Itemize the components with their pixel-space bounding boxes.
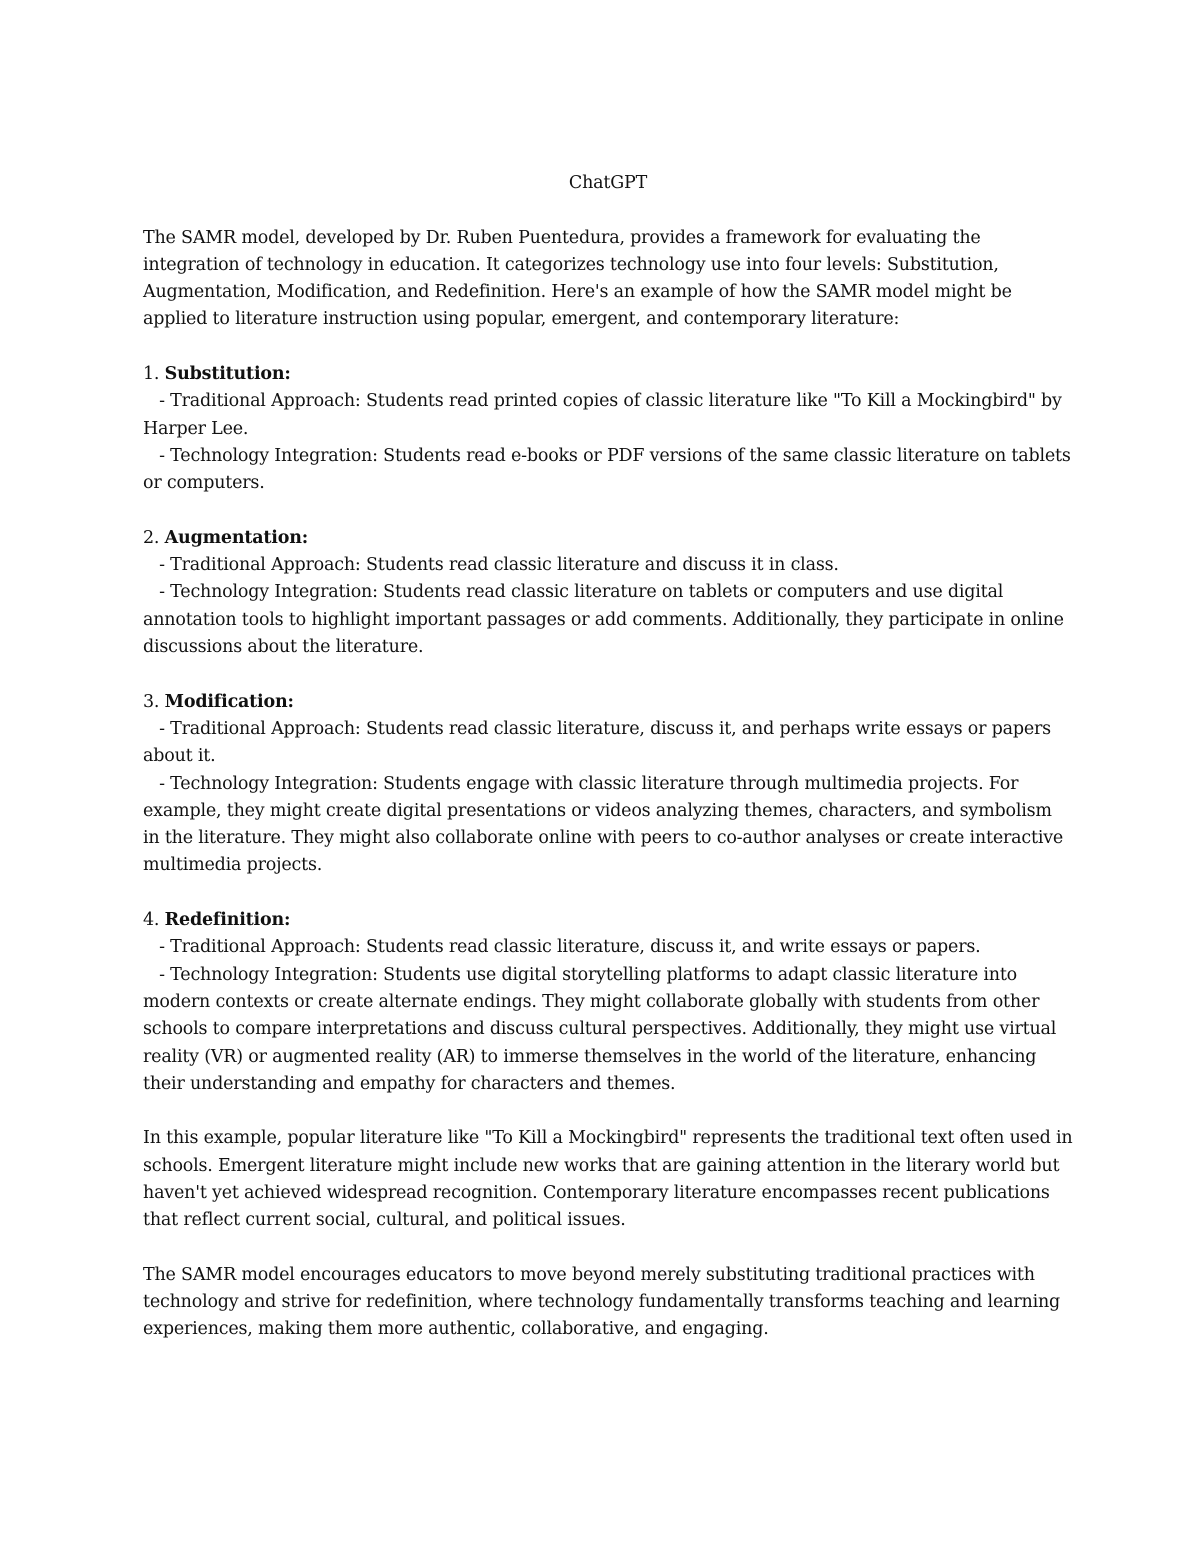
section-substitution [143, 361, 1073, 497]
section-item [143, 579, 1073, 661]
section-label: Substitution: [164, 364, 291, 385]
section-item [143, 388, 1073, 443]
section-number: 1. [143, 364, 160, 385]
section-redefinition [143, 907, 1073, 1098]
section-label: Augmentation: [164, 527, 308, 548]
section-heading [143, 689, 1073, 716]
section-item-text: - Traditional Approach: Students read classic literature, discuss it, and write essays or papers. [159, 937, 981, 958]
closing-paragraph: In this example, popular literature like "To Kill a Mockingbird" represents the traditional text often used in schools. Emergent literature might include new works that are gaining attention in the literary world but haven't yet achieved widespread recognition. Contemporary literature encompasses recent publications that reflect current social, cultural, and political issues. [143, 1128, 1073, 1231]
section-label: Modification: [164, 691, 294, 712]
section-number: 3. [143, 691, 160, 712]
section-item-text: - Traditional Approach: Students read classic literature and discuss it in class. [159, 555, 839, 576]
section-modification [143, 689, 1073, 880]
section-item [143, 934, 1073, 961]
section-label: Redefinition: [164, 910, 291, 931]
section-item-text: - Traditional Approach: Students read classic literature, discuss it, and perhaps write essays or papers about it. [143, 718, 1051, 767]
section-item-text: - Technology Integration: Students use digital storytelling platforms to adapt classic literature into modern contexts or create alternate endings. They might collaborate globally with students from other schools to compare interpretations and discuss cultural perspectives. Additionally, they might use virtual reality (VR) or augmented reality (AR) to immerse themselves in the world of the literature, enhancing their understanding and empathy for characters and themes. [143, 964, 1057, 1094]
section-heading [143, 907, 1073, 934]
section-number: 2. [143, 527, 160, 548]
section-augmentation [143, 525, 1073, 661]
section-item-text: - Technology Integration: Students read e-books or PDF versions of the same classic literature on tablets or computers. [143, 445, 1071, 494]
section-item [143, 716, 1073, 771]
section-item [143, 771, 1073, 880]
closing-paragraph: The SAMR model encourages educators to move beyond merely substituting traditional practices with technology and strive for redefinition, where technology fundamentally transforms teaching and learning experiences, making them more authentic, collaborative, and engaging. [143, 1264, 1061, 1340]
section-item [143, 443, 1073, 498]
section-item [143, 552, 1073, 579]
intro-paragraph: The SAMR model, developed by Dr. Ruben Puentedura, provides a framework for evaluating the integration of technology in education. It categorizes technology use into four levels: Substitution, Augmentation, Modification, and Redefinition. Here's an example of how the SAMR model might be applied to literature instruction using popular, emergent, and contemporary literature: [143, 227, 1012, 330]
document-title: ChatGPT [568, 173, 648, 193]
section-number: 4. [143, 910, 160, 931]
section-item-text: - Technology Integration: Students engage with classic literature through multimedia projects. For example, they might create digital presentations or videos analyzing themes, characters, and symbolism in the literature. They might also collaborate online with peers to co-author analyses or create interactive multimedia projects. [143, 773, 1064, 876]
document-body [143, 170, 1073, 1371]
section-item [143, 962, 1073, 1098]
section-heading [143, 361, 1073, 388]
section-heading [143, 525, 1073, 552]
section-item-text: - Traditional Approach: Students read printed copies of classic literature like "To Kill a Mockingbird" by Harper Lee. [143, 391, 1062, 439]
section-item-text: - Technology Integration: Students read classic literature on tablets or computers and use digital annotation tools to highlight important passages or add comments. Additionally, they participate in online discussions about the literature. [143, 582, 1064, 658]
